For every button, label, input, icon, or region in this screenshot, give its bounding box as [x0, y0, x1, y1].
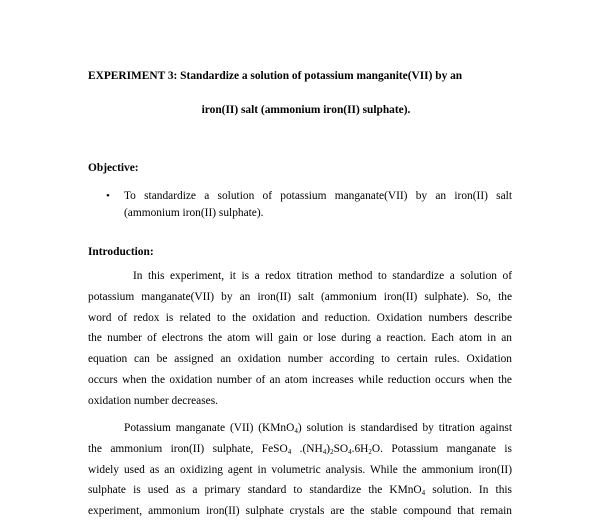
subscript: 4 [421, 489, 426, 498]
paragraph-2-line-3: widely used as an oxidizing agent in volumetric analysis. While the ammonium iron(II) [88, 463, 512, 476]
text-run: Potassium manganate (VII) (KMnO [124, 422, 295, 434]
paragraph-2-line-1 [88, 418, 512, 439]
introduction-heading: Introduction: [88, 246, 154, 258]
paragraph-2-line-4 [88, 480, 512, 501]
introduction-paragraph-2 [88, 418, 512, 522]
title-line-1: EXPERIMENT 3: Standardize a solution of potassium manganite(VII) by an [88, 70, 463, 82]
text-run: solution. In this [425, 484, 512, 497]
text-run: .6H [351, 442, 369, 455]
bullet-icon: • [106, 190, 110, 202]
text-run: .(NH [291, 442, 323, 455]
subscript: 2 [368, 447, 372, 456]
paragraph-1-line: In this experiment, it is a redox titration method to standardize a solution of [133, 270, 512, 282]
title-line-2: iron(II) salt (ammonium iron(II) sulphate). [201, 104, 411, 116]
paragraph-2-line-2 [88, 439, 512, 460]
subscript: 2 [330, 447, 334, 456]
text-run: the ammonium iron(II) sulphate, FeSO [88, 442, 288, 455]
objective-heading: Objective: [88, 162, 139, 174]
subscript: 4 [294, 427, 298, 435]
paragraph-1-line: occurs when the oxidation number of an atom increases while reduction occurs when the [88, 373, 512, 386]
text-run: ) solution is standardised by titration against [297, 422, 512, 434]
objective-bullet-text [124, 188, 512, 222]
paragraph-1-line: the number of electrons the atom will gain or lose during a reaction. Each atom in an [88, 332, 512, 345]
text-run: sulphate is used as a primary standard to standardize the KMnO [88, 484, 422, 497]
text-run: O. Potassium manganate is [371, 442, 512, 455]
objective-bullet-line-1: To standardize a solution of potassium manganate(VII) by an iron(II) salt [124, 190, 512, 202]
subscript: 4 [348, 447, 352, 456]
introduction-paragraph-1 [88, 266, 512, 412]
text-run: SO [333, 442, 349, 455]
text-run: ) [326, 442, 331, 455]
objective-bullet-item [106, 188, 512, 222]
paragraph-2-line-5: experiment, ammonium iron(II) sulphate crystals are the stable compound that remain [88, 505, 512, 518]
paragraph-1-line: equation can be assigned an oxidation number according to certain rules. Oxidation [88, 353, 512, 366]
paragraph-1-line: word of redox is related to the oxidation and reduction. Oxidation numbers describe [88, 311, 512, 324]
objective-bullet-line-2: (ammonium iron(II) sulphate). [124, 207, 264, 219]
paragraph-1-line: oxidation number decreases. [88, 394, 218, 407]
paragraph-1-line: potassium manganate(VII) by an iron(II) salt (ammonium iron(II) sulphate). So, the [88, 290, 512, 303]
subscript: 4 [287, 447, 292, 456]
subscript: 4 [322, 447, 327, 456]
